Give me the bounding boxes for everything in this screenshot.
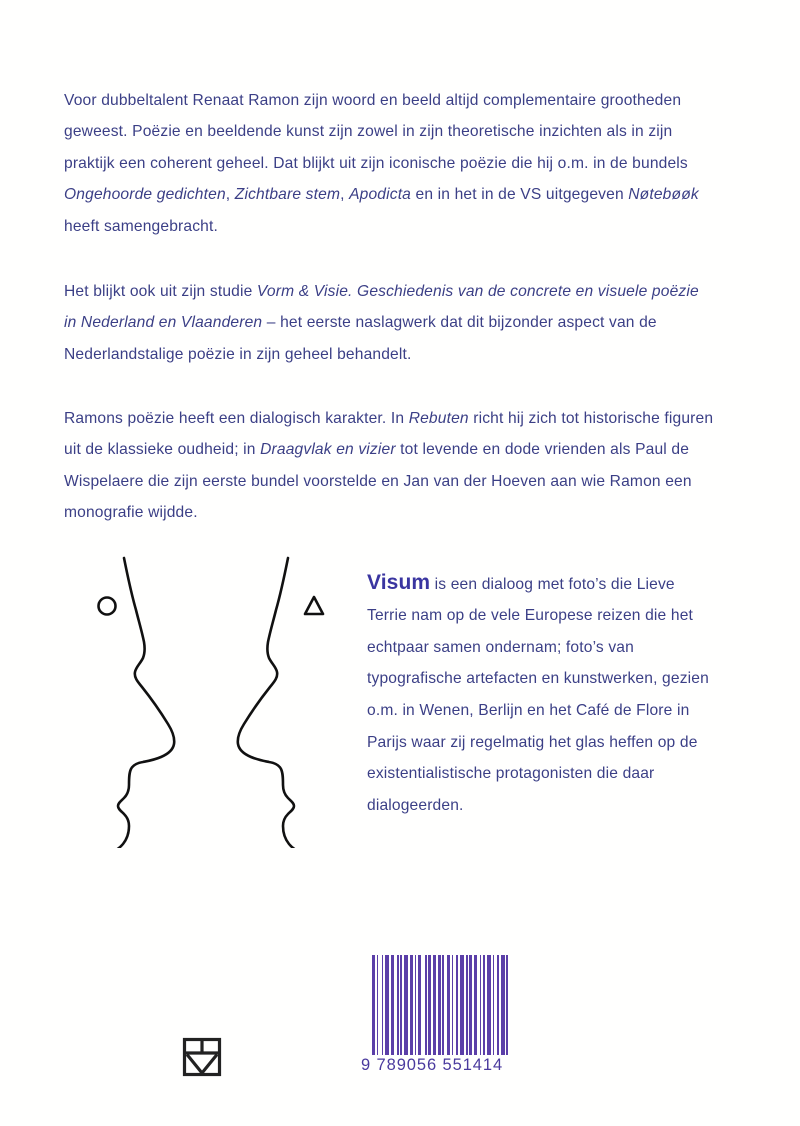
triangle-symbol-icon	[305, 597, 323, 614]
barcode-bars	[372, 955, 509, 1055]
barcode-space	[508, 955, 509, 1055]
facing-profiles-illustration	[62, 548, 350, 848]
circle-symbol-icon	[99, 598, 116, 615]
barcode-digits: 9 789056 551414	[360, 1056, 504, 1074]
right-profile-path	[238, 558, 350, 848]
profiles-svg	[62, 548, 350, 848]
logo-vee	[187, 1055, 217, 1074]
intro-paragraph-2: Het blijkt ook uit zijn studie Vorm & Visie. Geschiedenis van de concrete en visuele poëzie in Nederland en Vlaanderen – het eerste naslagwerk dat dit bijzonder aspect van de Nederlandstalige poëzie in zijn geheel behandelt.	[64, 282, 699, 363]
visum-description: Visum is een dialoog met foto’s die Lieve Terrie nam op de vele Europese reizen die het echtpaar samen ondernam; foto’s van typografische artefacten en kunstwerken, gezien o.m. in Wenen, Berlijn en het Café de Flore in Parijs waar zij regelmatig het glas heffen op de existentialistische protagonisten die daar dialogeerden.	[367, 570, 709, 814]
visum-title: Visum	[367, 570, 431, 594]
intro-paragraph-1: Voor dubbeltalent Renaat Ramon zijn woord en beeld altijd complementaire grootheden geweest. Poëzie en beeldende kunst zijn zowel in zijn theoretische inzichten als in zijn praktijk een coherent geheel. Dat blijkt uit zijn iconische poëzie die hij o.m. in de bundels Ongehoorde gedichten, Zichtbare stem, Apodicta en in het in de VS uitgegeven Nøtebøøk heeft samengebracht.	[64, 91, 699, 235]
left-profile-path	[62, 558, 174, 848]
intro-paragraph-3: Ramons poëzie heeft een dialogisch karakter. In Rebuten richt hij zich tot historische figuren uit de klassieke oudheid; in Draagvlak en vizier tot levende en dode vrienden als Paul de Wispelaere die zijn eerste bundel voorstelde en Jan van der Hoeven aan wie Ramon een monografie wijdde.	[64, 409, 714, 522]
isbn-barcode	[352, 950, 512, 1083]
publisher-logo-icon	[181, 1036, 223, 1080]
publisher-logo	[181, 1036, 223, 1080]
